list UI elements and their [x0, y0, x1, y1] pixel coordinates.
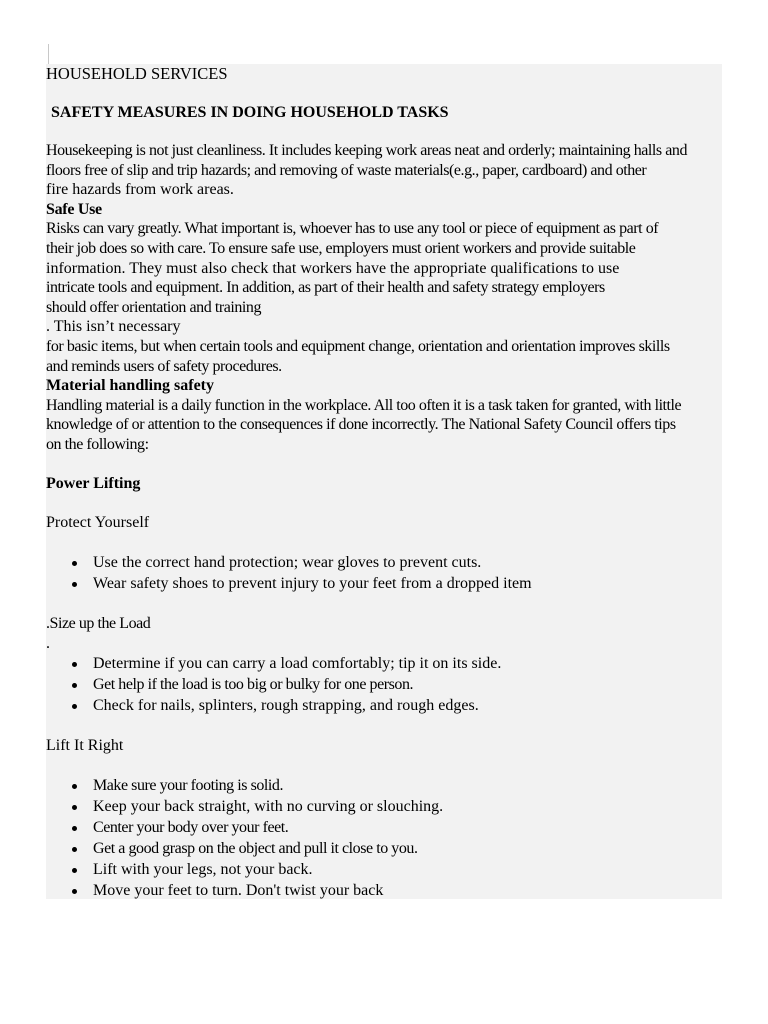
list-item: Get a good grasp on the object and pull it close to you.	[46, 838, 722, 859]
margin-marker	[48, 44, 49, 64]
safe-use-line: intricate tools and equipment. In addition, as part of their health and safety strategy employers	[46, 279, 605, 297]
size-up-load-list	[46, 653, 722, 716]
safe-use-line: for basic items, but when certain tools and equipment change, orientation and orientation improves skills	[46, 337, 670, 355]
material-handling-line: knowledge of or attention to the consequences if done incorrectly. The National Safety Council offers tips	[46, 416, 676, 434]
document-body	[46, 64, 722, 901]
list-item: Center your body over your feet.	[46, 817, 722, 838]
intro-line: Housekeeping is not just cleanliness. It includes keeping work areas neat and orderly; maintaining halls and	[46, 142, 687, 159]
list-item: Determine if you can carry a load comfortably; tip it on its side.	[46, 653, 722, 674]
safe-use-line: their job does so with care. To ensure safe use, employers must orient workers and provide suitable	[46, 239, 636, 257]
safe-use-heading: Safe Use	[46, 200, 102, 218]
list-item: Get help if the load is too big or bulky for one person.	[46, 674, 722, 695]
main-heading: SAFETY MEASURES IN DOING HOUSEHOLD TASKS	[51, 104, 449, 121]
material-handling-line: on the following:	[46, 435, 149, 453]
stray-period: .	[46, 634, 50, 652]
power-lifting-heading: Power Lifting	[46, 475, 141, 493]
safe-use-line: Risks can vary greatly. What important is, whoever has to use any tool or piece of equipment as part of	[46, 220, 659, 238]
list-item: Use the correct hand protection; wear gloves to prevent cuts.	[46, 552, 722, 573]
material-handling-line: Handling material is a daily function in the workplace. All too often it is a task taken for granted, with little	[46, 396, 682, 414]
material-handling-paragraph	[46, 396, 722, 455]
protect-yourself-heading: Protect Yourself	[46, 514, 150, 532]
list-item: Check for nails, splinters, rough strapping, and rough edges.	[46, 695, 722, 716]
size-up-load-heading: .Size up the Load	[46, 615, 151, 633]
intro-paragraph	[46, 141, 722, 200]
safe-use-line: should offer orientation and training	[46, 298, 261, 316]
lift-it-right-list	[46, 775, 722, 901]
protect-yourself-list	[46, 552, 722, 594]
list-item: Wear safety shoes to prevent injury to your feet from a dropped item	[46, 573, 722, 594]
list-item: Move your feet to turn. Don't twist your back	[46, 880, 722, 901]
intro-line: floors free of slip and trip hazards; and removing of waste materials(e.g., paper, cardboard) and other	[46, 161, 647, 179]
list-item: Make sure your footing is solid.	[46, 775, 722, 796]
section-title: HOUSEHOLD SERVICES	[46, 64, 228, 83]
safe-use-line: and reminds users of safety procedures.	[46, 357, 282, 375]
list-item: Keep your back straight, with no curving or slouching.	[46, 796, 722, 817]
lift-it-right-heading: Lift It Right	[46, 736, 124, 754]
material-handling-heading: Material handling safety	[46, 377, 214, 395]
intro-line: fire hazards from work areas.	[46, 181, 234, 199]
list-item: Lift with your legs, not your back.	[46, 859, 722, 880]
safe-use-line: information. They must also check that workers have the appropriate qualifications to use	[46, 259, 620, 277]
safe-use-line: . This isn’t necessary	[46, 318, 181, 336]
safe-use-paragraph	[46, 219, 722, 376]
